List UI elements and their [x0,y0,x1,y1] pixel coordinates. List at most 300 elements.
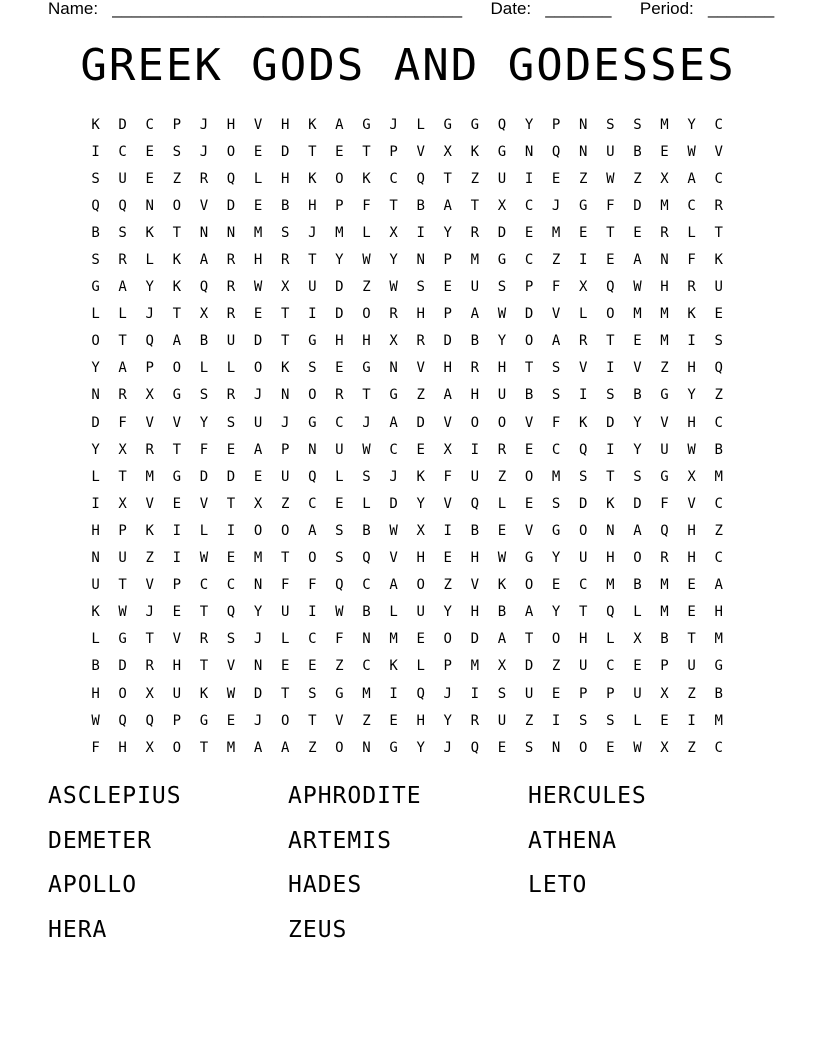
grid-letter[interactable]: O [335,739,344,756]
grid-letter[interactable]: N [362,739,371,756]
grid-letter[interactable]: Z [714,387,723,404]
grid-letter[interactable]: H [443,360,452,377]
grid-letter[interactable]: B [91,224,100,241]
grid-letter[interactable]: S [633,116,642,133]
grid-letter[interactable]: P [280,441,290,458]
grid-letter[interactable]: F [199,441,209,458]
grid-letter[interactable]: C [118,143,127,160]
grid-letter[interactable]: M [551,468,561,485]
grid-letter[interactable]: S [524,739,534,756]
grid-letter[interactable]: E [226,550,236,567]
grid-letter[interactable]: N [145,197,154,214]
grid-letter[interactable]: Z [551,252,561,269]
grid-letter[interactable]: O [308,387,317,404]
grid-letter[interactable]: J [389,468,398,485]
grid-letter[interactable]: W [199,550,209,567]
grid-letter[interactable]: X [118,495,127,512]
grid-letter[interactable]: U [280,604,290,621]
grid-letter[interactable]: D [524,658,534,675]
grid-letter[interactable]: E [714,306,723,323]
grid-letter[interactable]: V [199,197,209,214]
grid-letter[interactable]: X [416,522,425,539]
grid-letter[interactable]: R [389,306,398,323]
grid-letter[interactable]: S [280,224,290,241]
grid-letter[interactable]: N [199,224,209,241]
grid-letter[interactable]: F [362,197,371,214]
grid-letter[interactable]: M [470,252,480,269]
grid-letter[interactable]: R [687,279,696,296]
grid-letter[interactable]: I [606,441,615,458]
grid-letter[interactable]: M [714,631,723,648]
grid-letter[interactable]: E [606,739,615,756]
grid-letter[interactable]: O [524,333,534,350]
grid-letter[interactable]: C [579,577,588,594]
grid-letter[interactable]: U [497,712,507,729]
grid-letter[interactable]: D [416,414,425,431]
grid-letter[interactable]: Z [443,577,452,594]
grid-letter[interactable]: U [606,143,615,160]
grid-letter[interactable]: V [226,658,236,675]
grid-letter[interactable]: G [172,387,182,404]
grid-letter[interactable]: H [470,604,480,621]
grid-letter[interactable]: M [660,116,669,133]
grid-letter[interactable]: Q [579,441,588,458]
grid-letter[interactable]: B [633,577,642,594]
grid-letter[interactable]: Z [280,495,290,512]
grid-letter[interactable]: O [524,468,534,485]
grid-letter[interactable]: B [470,522,480,539]
grid-letter[interactable]: R [470,360,480,377]
grid-letter[interactable]: K [199,685,209,702]
grid-letter[interactable]: C [551,441,561,458]
grid-letter[interactable]: Y [443,604,452,621]
grid-letter[interactable]: D [633,495,642,512]
grid-letter[interactable]: K [714,252,723,269]
grid-letter[interactable]: T [687,631,696,648]
grid-letter[interactable]: V [714,143,723,160]
grid-letter[interactable]: U [226,333,236,350]
grid-letter[interactable]: S [226,631,236,648]
grid-letter[interactable]: I [172,550,182,567]
grid-letter[interactable]: M [551,224,561,241]
grid-letter[interactable]: U [714,279,723,296]
grid-letter[interactable]: E [551,577,561,594]
grid-letter[interactable]: Z [362,279,371,296]
grid-letter[interactable]: O [91,333,100,350]
grid-letter[interactable]: X [389,333,398,350]
grid-letter[interactable]: R [280,252,290,269]
grid-letter[interactable]: G [497,252,507,269]
grid-letter[interactable]: H [280,116,290,133]
grid-letter[interactable]: E [443,279,452,296]
grid-letter[interactable]: Y [199,414,209,431]
grid-letter[interactable]: X [253,495,263,512]
grid-letter[interactable]: E [660,712,669,729]
grid-letter[interactable]: N [579,116,588,133]
grid-letter[interactable]: J [551,197,561,214]
grid-letter[interactable]: T [308,712,317,729]
grid-letter[interactable]: B [470,333,480,350]
grid-letter[interactable]: V [145,414,154,431]
grid-letter[interactable]: O [172,739,182,756]
grid-letter[interactable]: L [91,631,100,648]
grid-letter[interactable]: I [551,712,561,729]
grid-letter[interactable]: W [362,441,371,458]
grid-letter[interactable]: V [416,143,425,160]
grid-letter[interactable]: G [362,116,371,133]
grid-letter[interactable]: A [172,333,182,350]
grid-letter[interactable]: T [714,224,723,241]
grid-letter[interactable]: J [199,116,209,133]
grid-letter[interactable]: B [714,441,723,458]
grid-letter[interactable]: N [660,252,669,269]
grid-letter[interactable]: O [579,522,588,539]
grid-letter[interactable]: D [253,333,263,350]
grid-letter[interactable]: K [470,143,480,160]
grid-letter[interactable]: T [118,333,127,350]
grid-letter[interactable]: T [362,143,371,160]
grid-letter[interactable]: C [362,577,371,594]
grid-letter[interactable]: V [389,550,398,567]
grid-letter[interactable]: T [226,495,236,512]
grid-letter[interactable]: Z [308,739,317,756]
grid-letter[interactable]: P [389,143,398,160]
grid-letter[interactable]: T [280,685,290,702]
grid-letter[interactable]: E [389,712,398,729]
grid-letter[interactable]: N [91,550,100,567]
grid-letter[interactable]: N [91,387,100,404]
grid-letter[interactable]: F [551,414,561,431]
grid-letter[interactable]: H [91,522,100,539]
grid-letter[interactable]: E [145,170,154,187]
grid-letter[interactable]: Y [497,333,507,350]
grid-letter[interactable]: N [362,631,371,648]
grid-letter[interactable]: K [280,360,290,377]
grid-letter[interactable]: V [687,495,696,512]
grid-letter[interactable]: C [308,495,317,512]
grid-letter[interactable]: T [606,468,615,485]
grid-letter[interactable]: L [335,468,344,485]
grid-letter[interactable]: V [253,116,263,133]
grid-letter[interactable]: C [714,739,723,756]
grid-letter[interactable]: I [579,387,588,404]
grid-letter[interactable]: N [389,360,398,377]
period-blank[interactable]: _______ [707,0,775,18]
grid-letter[interactable]: S [308,360,317,377]
grid-letter[interactable]: L [633,604,642,621]
grid-letter[interactable]: H [687,360,696,377]
grid-letter[interactable]: S [226,414,236,431]
grid-letter[interactable]: G [389,387,398,404]
grid-letter[interactable]: R [226,279,236,296]
grid-letter[interactable]: Z [497,468,507,485]
grid-letter[interactable]: Q [118,712,127,729]
grid-letter[interactable]: R [714,197,723,214]
grid-letter[interactable]: Q [660,522,669,539]
grid-letter[interactable]: L [362,495,371,512]
grid-letter[interactable]: I [308,306,317,323]
grid-letter[interactable]: W [633,279,642,296]
grid-letter[interactable]: S [714,333,723,350]
grid-letter[interactable]: E [335,360,344,377]
grid-letter[interactable]: A [118,279,127,296]
grid-letter[interactable]: W [633,739,642,756]
grid-letter[interactable]: A [389,414,398,431]
grid-letter[interactable]: Z [579,170,588,187]
grid-letter[interactable]: I [687,333,696,350]
grid-letter[interactable]: Q [551,143,561,160]
grid-letter[interactable]: Q [145,333,154,350]
grid-letter[interactable]: Q [606,604,615,621]
grid-letter[interactable]: D [335,306,344,323]
grid-letter[interactable]: M [335,224,344,241]
grid-letter[interactable]: B [660,631,669,648]
grid-letter[interactable]: S [551,360,561,377]
grid-letter[interactable]: E [633,658,642,675]
grid-letter[interactable]: T [199,739,209,756]
grid-letter[interactable]: I [308,604,317,621]
grid-letter[interactable]: B [497,604,507,621]
grid-letter[interactable]: U [118,170,127,187]
grid-letter[interactable]: T [172,441,182,458]
grid-letter[interactable]: A [497,631,507,648]
grid-letter[interactable]: C [714,550,723,567]
grid-letter[interactable]: Q [714,360,723,377]
grid-letter[interactable]: W [687,143,696,160]
grid-letter[interactable]: T [308,252,317,269]
grid-letter[interactable]: I [579,252,588,269]
grid-letter[interactable]: V [470,577,480,594]
grid-letter[interactable]: A [524,604,534,621]
grid-letter[interactable]: C [389,170,398,187]
grid-letter[interactable]: W [335,604,344,621]
grid-letter[interactable]: H [335,333,344,350]
grid-letter[interactable]: J [308,224,317,241]
grid-letter[interactable]: W [497,306,507,323]
grid-letter[interactable]: Z [470,170,480,187]
grid-letter[interactable]: M [226,739,236,756]
grid-letter[interactable]: D [335,279,344,296]
grid-letter[interactable]: T [172,224,182,241]
grid-letter[interactable]: O [362,306,371,323]
grid-letter[interactable]: M [606,577,615,594]
grid-letter[interactable]: A [551,333,561,350]
grid-letter[interactable]: Z [145,550,154,567]
grid-letter[interactable]: Y [91,360,100,377]
grid-letter[interactable]: U [253,414,263,431]
grid-letter[interactable]: X [145,387,154,404]
grid-letter[interactable]: A [389,577,398,594]
grid-letter[interactable]: P [551,116,561,133]
grid-letter[interactable]: P [172,116,182,133]
grid-letter[interactable]: G [470,116,480,133]
grid-letter[interactable]: D [606,414,615,431]
grid-letter[interactable]: Y [91,441,100,458]
grid-letter[interactable]: S [606,712,615,729]
grid-letter[interactable]: E [551,170,561,187]
grid-letter[interactable]: K [416,468,425,485]
grid-letter[interactable]: B [524,387,534,404]
grid-letter[interactable]: N [226,224,236,241]
grid-letter[interactable]: P [660,658,669,675]
grid-letter[interactable]: N [308,441,317,458]
grid-letter[interactable]: J [199,143,209,160]
grid-letter[interactable]: V [443,495,452,512]
grid-letter[interactable]: Y [687,387,696,404]
grid-letter[interactable]: L [579,306,588,323]
grid-letter[interactable]: J [253,387,263,404]
grid-letter[interactable]: T [199,658,209,675]
grid-letter[interactable]: D [118,116,127,133]
grid-letter[interactable]: Q [199,279,209,296]
grid-letter[interactable]: X [145,739,154,756]
grid-letter[interactable]: U [280,468,290,485]
grid-letter[interactable]: T [118,577,127,594]
grid-letter[interactable]: A [443,197,452,214]
grid-letter[interactable]: E [497,739,507,756]
grid-letter[interactable]: G [335,685,344,702]
grid-letter[interactable]: E [145,143,154,160]
grid-letter[interactable]: X [389,224,398,241]
grid-letter[interactable]: I [91,495,100,512]
grid-letter[interactable]: M [633,306,642,323]
grid-letter[interactable]: W [389,279,398,296]
grid-letter[interactable]: N [524,143,534,160]
grid-letter[interactable]: H [253,252,263,269]
grid-letter[interactable]: T [606,224,615,241]
grid-letter[interactable]: B [280,197,290,214]
grid-letter[interactable]: K [362,170,371,187]
grid-letter[interactable]: X [199,306,209,323]
grid-letter[interactable]: G [389,739,398,756]
grid-letter[interactable]: Q [118,197,127,214]
grid-letter[interactable]: C [145,116,154,133]
grid-letter[interactable]: T [308,143,317,160]
grid-letter[interactable]: A [470,306,480,323]
grid-letter[interactable]: I [172,522,182,539]
grid-letter[interactable]: N [253,658,263,675]
grid-letter[interactable]: V [335,712,344,729]
grid-letter[interactable]: Q [362,550,371,567]
grid-letter[interactable]: M [714,468,723,485]
grid-letter[interactable]: O [253,522,263,539]
grid-letter[interactable]: D [443,333,452,350]
grid-letter[interactable]: L [606,631,615,648]
grid-letter[interactable]: Q [606,279,615,296]
grid-letter[interactable]: N [551,739,561,756]
grid-letter[interactable]: H [416,550,425,567]
grid-letter[interactable]: O [280,712,290,729]
grid-letter[interactable]: E [633,333,642,350]
grid-letter[interactable]: Y [633,414,642,431]
grid-letter[interactable]: J [389,116,398,133]
grid-letter[interactable]: S [606,116,615,133]
grid-letter[interactable]: P [443,658,452,675]
grid-letter[interactable]: J [145,604,154,621]
grid-letter[interactable]: G [660,387,669,404]
grid-letter[interactable]: C [714,116,723,133]
grid-letter[interactable]: T [172,306,182,323]
grid-letter[interactable]: U [660,441,669,458]
grid-letter[interactable]: D [199,468,209,485]
grid-letter[interactable]: H [226,116,236,133]
grid-letter[interactable]: S [335,522,344,539]
grid-letter[interactable]: C [226,577,236,594]
grid-letter[interactable]: X [497,197,507,214]
grid-letter[interactable]: U [335,441,344,458]
grid-letter[interactable]: M [714,712,723,729]
grid-letter[interactable]: H [362,333,371,350]
grid-letter[interactable]: U [308,279,317,296]
grid-letter[interactable]: T [606,333,615,350]
grid-letter[interactable]: S [579,712,588,729]
grid-letter[interactable]: X [118,441,127,458]
grid-letter[interactable]: F [280,577,290,594]
grid-letter[interactable]: H [497,360,507,377]
grid-letter[interactable]: K [579,414,588,431]
grid-letter[interactable]: Z [362,712,371,729]
grid-letter[interactable]: D [470,631,480,648]
grid-letter[interactable]: F [91,739,100,756]
grid-letter[interactable]: Y [389,252,398,269]
grid-letter[interactable]: Q [226,170,236,187]
grid-letter[interactable]: B [362,522,371,539]
grid-letter[interactable]: C [714,414,723,431]
grid-letter[interactable]: R [118,252,127,269]
grid-letter[interactable]: H [470,550,480,567]
grid-letter[interactable]: I [470,685,480,702]
grid-letter[interactable]: M [362,685,371,702]
grid-letter[interactable]: N [280,387,290,404]
grid-letter[interactable]: J [145,306,154,323]
grid-letter[interactable]: H [416,712,425,729]
grid-letter[interactable]: D [524,306,534,323]
grid-letter[interactable]: K [145,522,154,539]
grid-letter[interactable]: D [226,468,236,485]
grid-letter[interactable]: R [145,658,154,675]
grid-letter[interactable]: O [335,170,344,187]
grid-letter[interactable]: O [226,143,236,160]
grid-letter[interactable]: X [443,441,452,458]
grid-letter[interactable]: C [308,631,317,648]
grid-letter[interactable]: H [280,170,290,187]
grid-letter[interactable]: V [551,306,561,323]
grid-letter[interactable]: E [606,252,615,269]
grid-letter[interactable]: Y [416,739,425,756]
grid-letter[interactable]: Z [633,170,642,187]
grid-letter[interactable]: T [118,468,127,485]
grid-letter[interactable]: K [91,604,100,621]
grid-letter[interactable]: E [253,143,263,160]
grid-letter[interactable]: A [633,522,642,539]
grid-letter[interactable]: T [443,170,452,187]
grid-letter[interactable]: A [687,170,696,187]
grid-letter[interactable]: Z [687,685,696,702]
grid-letter[interactable]: I [470,441,480,458]
grid-letter[interactable]: H [416,306,425,323]
grid-letter[interactable]: H [714,604,723,621]
grid-letter[interactable]: E [172,604,182,621]
grid-letter[interactable]: G [443,116,452,133]
grid-letter[interactable]: O [443,631,452,648]
grid-letter[interactable]: N [606,522,615,539]
grid-letter[interactable]: A [335,116,344,133]
grid-letter[interactable]: Z [524,712,534,729]
grid-letter[interactable]: C [335,414,344,431]
grid-letter[interactable]: Y [551,604,561,621]
grid-letter[interactable]: L [389,604,398,621]
grid-letter[interactable]: E [172,495,182,512]
